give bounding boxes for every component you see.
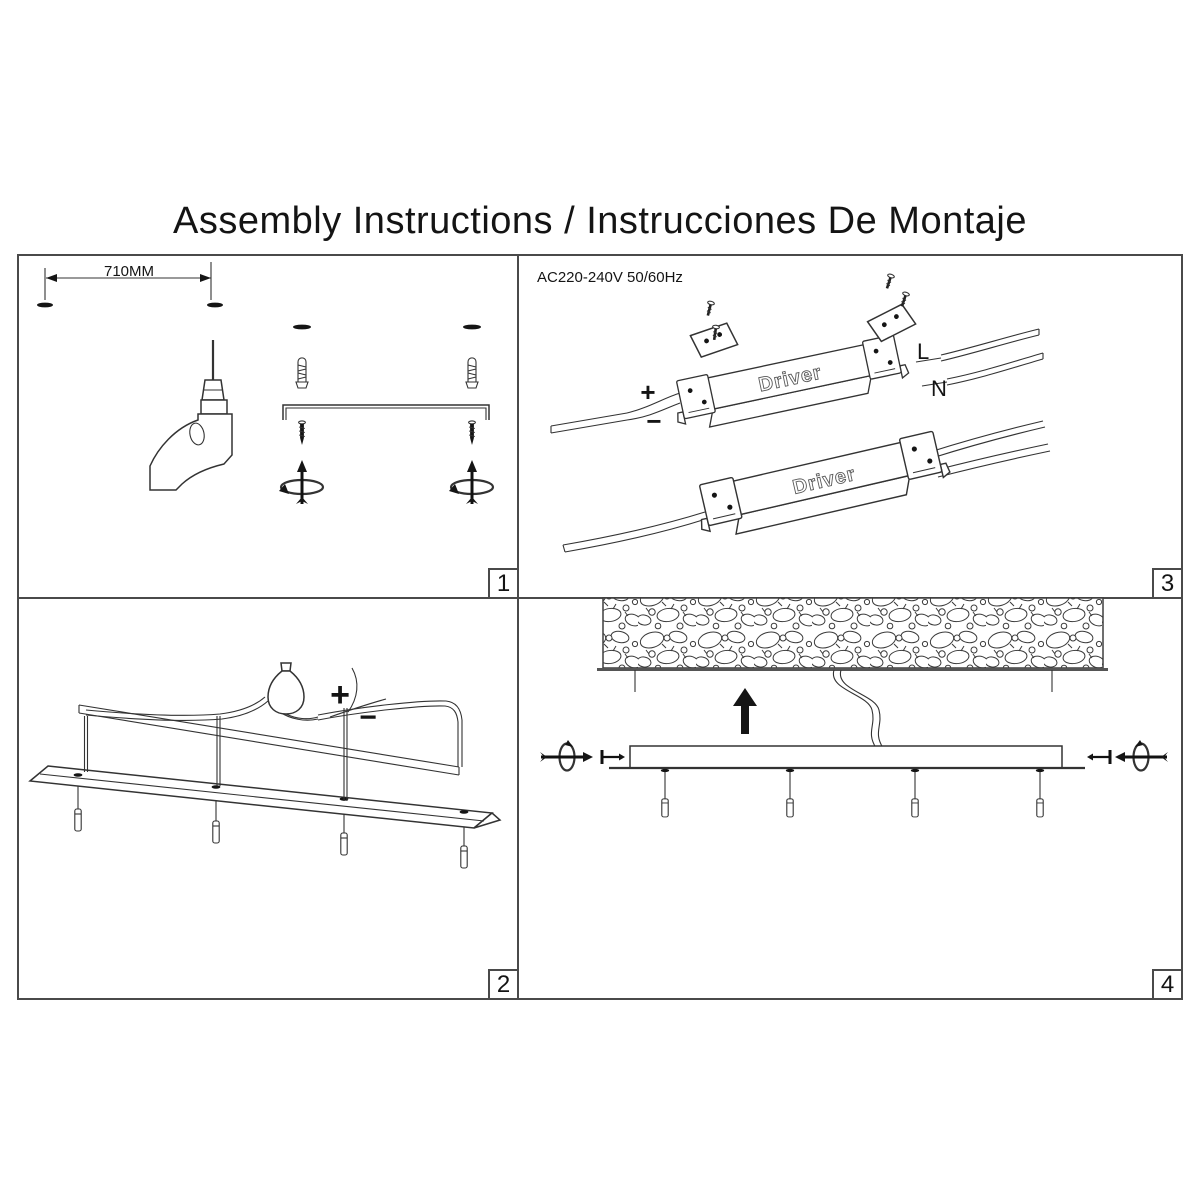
panel-number: 1	[496, 570, 511, 597]
live-label: L	[917, 339, 930, 364]
wall-anchor-left	[296, 358, 308, 388]
neutral-label: N	[931, 376, 947, 401]
plus-label: +	[330, 676, 350, 714]
decorative-fixture-band	[597, 598, 1108, 692]
panel-number: 3	[1160, 570, 1175, 597]
panel-number: 2	[496, 971, 511, 998]
rotate-arrow-right	[1115, 740, 1168, 771]
wire-connector	[268, 663, 304, 714]
driver-label-top: Driver	[756, 361, 824, 397]
power-rating-label: AC220-240V 50/60Hz	[537, 269, 683, 286]
rotate-arrow-left	[540, 740, 593, 771]
mounting-screw-right	[469, 421, 476, 445]
panel-number: 4	[1160, 971, 1175, 998]
plus-label: +	[640, 377, 656, 407]
drill-icon	[150, 340, 232, 490]
up-arrow	[733, 688, 757, 734]
hanging-wire	[833, 670, 883, 748]
dimension-label: 710MM	[103, 263, 155, 280]
cover-screw	[705, 301, 715, 317]
suspension-pins	[661, 769, 1044, 817]
panel-number-box	[489, 569, 518, 598]
side-screw-right	[1087, 750, 1110, 764]
panel-3-driver-wiring	[537, 269, 1182, 598]
mounting-screw-left	[299, 421, 306, 445]
back-rail	[79, 705, 459, 775]
canopy-plate	[30, 766, 500, 828]
minus-label: −	[359, 701, 377, 734]
panel-4-mounting	[540, 598, 1182, 999]
screw-rotation-left	[279, 460, 323, 504]
cover-screw	[884, 273, 895, 289]
wall-anchor-right	[466, 358, 478, 388]
panel-number-box	[489, 970, 518, 999]
side-screw-left	[602, 750, 625, 764]
panel-number-box	[1153, 569, 1182, 598]
panel-number-box	[1153, 970, 1182, 999]
panel-2-canopy-wiring	[30, 663, 518, 999]
dimension-line	[45, 262, 211, 300]
ceiling-canopy-bar	[609, 746, 1085, 768]
screw-rotation-right	[449, 460, 493, 504]
drill-hole-marks	[37, 303, 481, 330]
mounting-bracket	[283, 405, 489, 420]
driver-label-bottom: Driver	[790, 463, 858, 499]
panel-1-drilling	[37, 262, 518, 598]
minus-label: −	[646, 406, 662, 436]
page-title: Assembly Instructions / Instrucciones De Montaje	[172, 200, 1027, 242]
